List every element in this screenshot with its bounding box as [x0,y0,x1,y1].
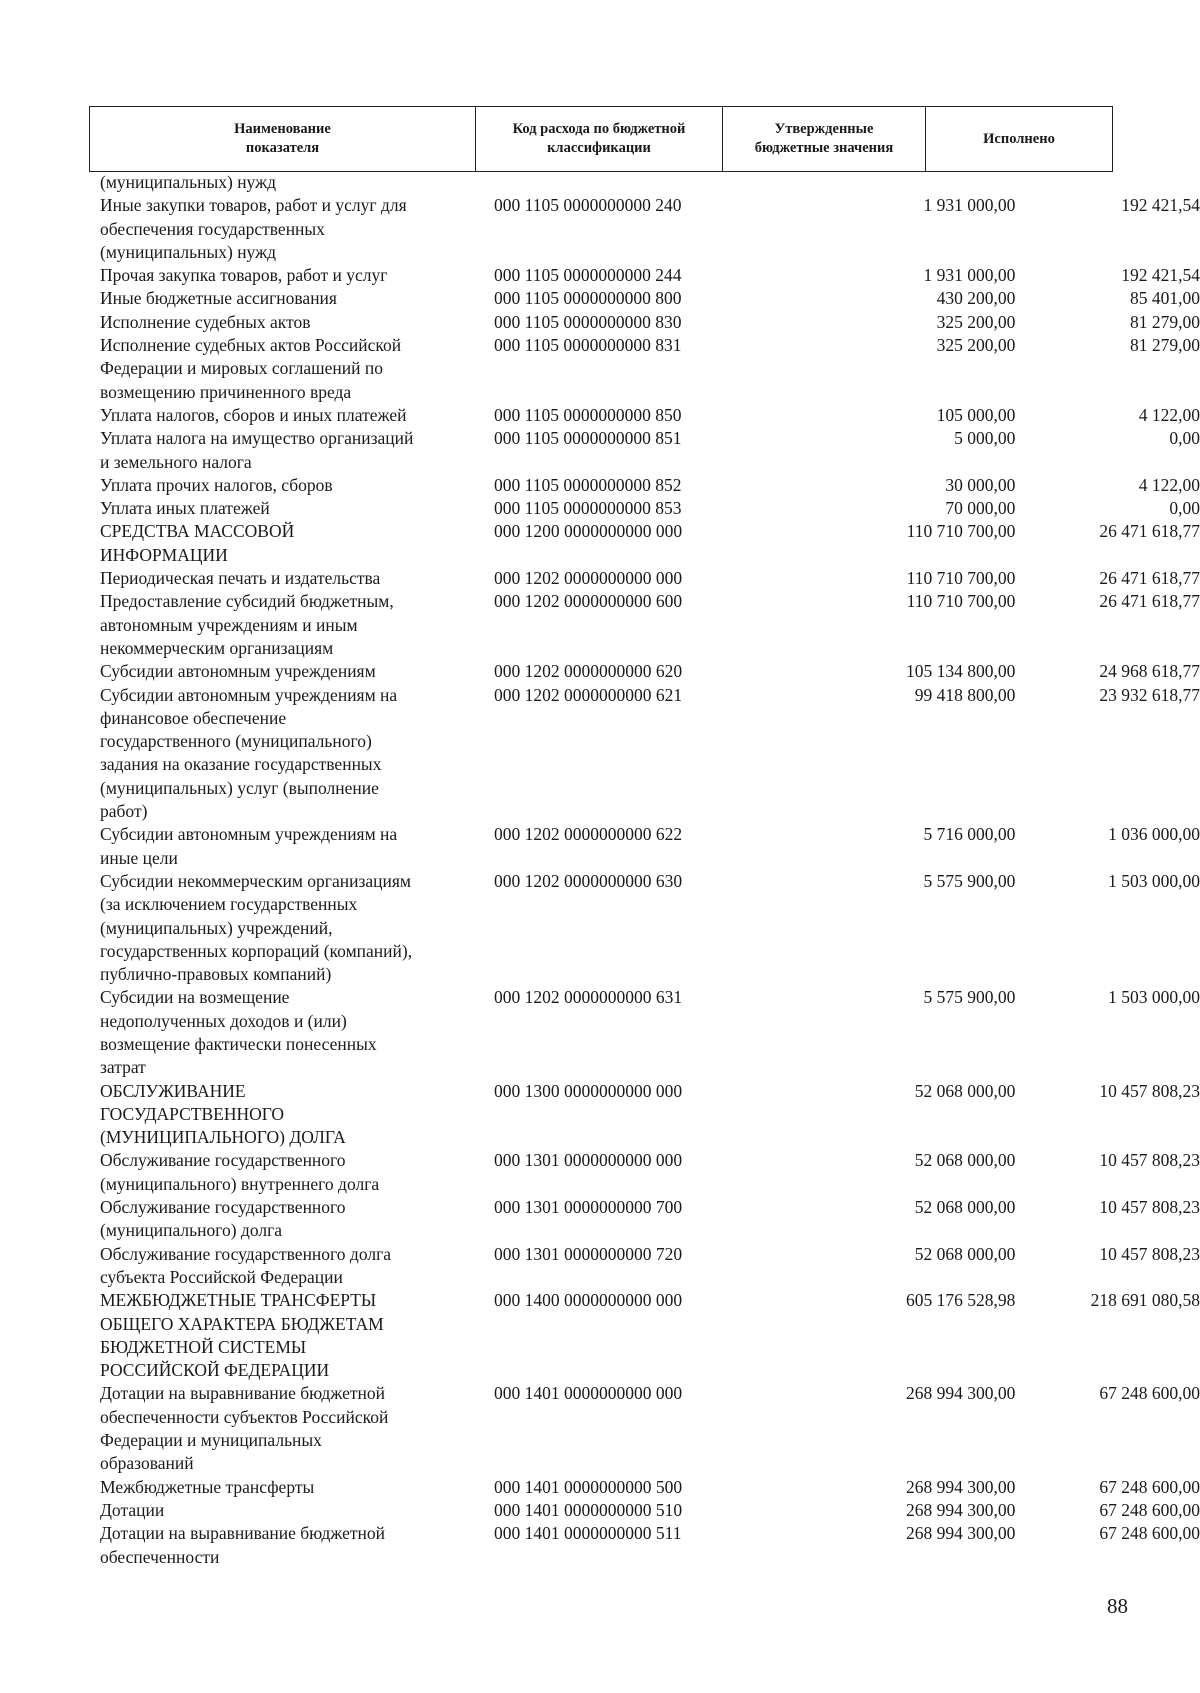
header-code: Код расхода по бюджетной классификации [476,107,723,171]
row-name: Обслуживание государственного (муниципального) внутреннего долга [100,1150,380,1194]
row-name: Периодическая печать и издательства [100,568,381,589]
row-name: Исполнение судебных актов [100,311,311,332]
row-code: 000 1105 0000000000 240 [493,195,682,216]
row-done: 1 503 000,00 [1108,987,1200,1008]
row-name: Предоставление субсидий бюджетным, автономным учреждениям и иным некоммерческим организациям [100,591,394,658]
table-row [0,1499,1200,1522]
row-approved: 110 710 700,00 [906,568,1016,589]
row-code: 000 1105 0000000000 800 [493,288,682,309]
row-name: Межбюджетные трансферты [100,1476,315,1497]
table-row [0,1476,1200,1499]
row-name: Субсидии некоммерческим организациям (за исключением государственных (муниципальных) учреждений, государственных корпораций (компаний), публично-правовых компаний) [100,870,413,985]
row-approved: 105 000,00 [936,404,1016,425]
row-done: 24 968 618,77 [1099,661,1200,682]
row-done: 26 471 618,77 [1099,591,1200,612]
row-name: Субсидии автономным учреждениям [100,661,376,682]
table-row [0,823,1200,870]
row-code: 000 1400 0000000000 000 [493,1290,683,1311]
row-approved: 52 068 000,00 [914,1243,1016,1264]
header-approved: Утвержденные бюджетные значения [723,107,926,171]
table-row [0,870,1200,986]
table-row [0,660,1200,683]
row-done: 10 457 808,23 [1099,1150,1200,1171]
row-approved: 52 068 000,00 [914,1197,1016,1218]
table-row [0,171,1200,194]
row-code: 000 1301 0000000000 000 [493,1150,683,1171]
row-done: 1 503 000,00 [1108,870,1200,891]
row-approved: 268 994 300,00 [905,1523,1016,1544]
row-done: 4 122,00 [1138,474,1200,495]
row-code: 000 1401 0000000000 500 [493,1476,683,1497]
row-code: 000 1202 0000000000 000 [493,568,683,589]
row-code: 000 1105 0000000000 852 [493,474,682,495]
row-code: 000 1401 0000000000 510 [493,1499,683,1520]
row-approved: 30 000,00 [945,474,1016,495]
row-name: Исполнение судебных актов Российской Федерации и мировых соглашений по возмещению причиненного вреда [100,335,402,402]
row-name: СРЕДСТВА МАССОВОЙ ИНФОРМАЦИИ [100,521,295,565]
row-name: Обслуживание государственного долга субъекта Российской Федерации [100,1243,392,1287]
row-code: 000 1200 0000000000 000 [493,521,683,542]
row-name: Дотации на выравнивание бюджетной обеспеченности субъектов Российской Федерации и муниципальных образований [100,1383,389,1474]
table-row [0,474,1200,497]
row-done: 81 279,00 [1130,335,1200,356]
table-row [0,1522,1200,1569]
row-done [1015,171,1200,194]
row-name: Уплата налогов, сборов и иных платежей [100,404,407,425]
row-code: 000 1105 0000000000 830 [493,311,682,332]
row-approved: 5 716 000,00 [923,824,1016,845]
table-row [0,1382,1200,1475]
row-approved: 1 931 000,00 [923,265,1016,286]
table-row [0,567,1200,590]
row-approved: 52 068 000,00 [914,1080,1016,1101]
row-name: Субсидии автономным учреждениям на финансовое обеспечение государственного (муниципального) задания на оказание государственных (муниципальных) услуг (выполнение работ) [100,684,398,822]
row-name: Иные закупки товаров, работ и услуг для обеспечения государственных (муниципальных) нужд [100,195,407,262]
row-code: 000 1300 0000000000 000 [493,1080,683,1101]
table-header [89,106,1113,172]
row-code: 000 1301 0000000000 700 [493,1197,683,1218]
table-row [0,1243,1200,1290]
row-approved: 105 134 800,00 [905,661,1016,682]
row-done: 10 457 808,23 [1099,1243,1200,1264]
row-code: 000 1202 0000000000 622 [493,824,683,845]
row-approved: 5 575 900,00 [923,987,1016,1008]
row-code: 000 1401 0000000000 000 [493,1383,683,1404]
row-name: ОБСЛУЖИВАНИЕ ГОСУДАРСТВЕННОГО (МУНИЦИПАЛЬНОГО) ДОЛГА [100,1080,346,1148]
row-code: 000 1105 0000000000 853 [493,498,682,519]
row-done: 67 248 600,00 [1099,1499,1200,1520]
row-approved: 268 994 300,00 [905,1499,1016,1520]
table-row [0,520,1200,567]
row-name: (муниципальных) нужд [100,172,277,192]
row-approved: 52 068 000,00 [914,1150,1016,1171]
table-row [0,264,1200,287]
row-done: 26 471 618,77 [1099,568,1200,589]
table-row [0,986,1200,1079]
table-row [0,194,1200,264]
row-name: Уплата налога на имущество организаций и земельного налога [100,428,414,472]
row-code [492,171,711,194]
table-row [0,311,1200,334]
table-row [0,404,1200,427]
row-done: 218 691 080,58 [1090,1290,1200,1311]
header-name: Наименование показателя [90,107,476,171]
row-name: Дотации на выравнивание бюджетной обеспеченности [100,1523,386,1567]
table-row [0,287,1200,310]
table-row [0,497,1200,520]
row-approved: 5 575 900,00 [923,870,1016,891]
row-code: 000 1202 0000000000 600 [493,591,683,612]
row-done: 10 457 808,23 [1099,1080,1200,1101]
row-name: Дотации [100,1499,165,1520]
row-done: 67 248 600,00 [1099,1476,1200,1497]
row-name: Обслуживание государственного (муниципального) долга [100,1197,346,1241]
page-number: 88 [1107,1594,1128,1618]
row-name: МЕЖБЮДЖЕТНЫЕ ТРАНСФЕРТЫ ОБЩЕГО ХАРАКТЕРА БЮДЖЕТАМ БЮДЖЕТНОЙ СИСТЕМЫ РОССИЙСКОЙ ФЕДЕРАЦИИ [100,1290,384,1381]
row-approved: 110 710 700,00 [906,521,1016,542]
row-code: 000 1301 0000000000 720 [493,1243,683,1264]
row-approved: 70 000,00 [945,498,1016,519]
row-done: 67 248 600,00 [1099,1523,1200,1544]
table-row [0,1196,1200,1243]
row-approved: 268 994 300,00 [905,1476,1016,1497]
row-done: 85 401,00 [1130,288,1200,309]
row-done: 26 471 618,77 [1099,521,1200,542]
table-row [0,1080,1200,1150]
row-done: 0,00 [1169,498,1200,519]
table-row [0,427,1200,474]
row-approved: 325 200,00 [936,311,1016,332]
row-approved: 5 000,00 [954,428,1016,449]
row-done: 4 122,00 [1138,404,1200,425]
row-code: 000 1202 0000000000 631 [493,987,683,1008]
row-code: 000 1105 0000000000 244 [493,265,682,286]
row-code: 000 1202 0000000000 620 [493,661,683,682]
row-name: Прочая закупка товаров, работ и услуг [100,265,388,286]
row-approved [711,171,1015,194]
table-row [0,1289,1200,1382]
row-approved: 110 710 700,00 [906,591,1016,612]
row-code: 000 1202 0000000000 621 [493,684,683,705]
table-row [0,590,1200,660]
row-name: Уплата иных платежей [100,498,270,519]
row-approved: 99 418 800,00 [914,684,1016,705]
table-row [0,684,1200,824]
row-approved: 1 931 000,00 [923,195,1016,216]
row-approved: 430 200,00 [936,288,1016,309]
row-approved: 325 200,00 [936,335,1016,356]
row-name: Уплата прочих налогов, сборов [100,474,333,495]
row-code: 000 1202 0000000000 630 [493,870,683,891]
row-name: Субсидии автономным учреждениям на иные цели [100,824,398,868]
table-row [0,1149,1200,1196]
row-code: 000 1105 0000000000 851 [493,428,682,449]
row-name: Иные бюджетные ассигнования [100,288,337,309]
row-done: 192 421,54 [1121,195,1200,216]
row-done: 10 457 808,23 [1099,1197,1200,1218]
row-approved: 605 176 528,98 [905,1290,1016,1311]
row-done: 67 248 600,00 [1099,1383,1200,1404]
row-approved: 268 994 300,00 [905,1383,1016,1404]
table-body [0,171,1200,1569]
header-done: Исполнено [983,130,1055,147]
row-name: Субсидии на возмещение недополученных доходов и (или) возмещение фактически понесенных затрат [100,987,377,1078]
row-code: 000 1105 0000000000 831 [493,335,682,356]
table-row [0,334,1200,404]
row-code: 000 1401 0000000000 511 [493,1523,682,1544]
row-done: 81 279,00 [1130,311,1200,332]
row-done: 1 036 000,00 [1108,824,1200,845]
row-done: 192 421,54 [1121,265,1200,286]
row-done: 0,00 [1169,428,1200,449]
row-done: 23 932 618,77 [1099,684,1200,705]
row-code: 000 1105 0000000000 850 [493,404,682,425]
